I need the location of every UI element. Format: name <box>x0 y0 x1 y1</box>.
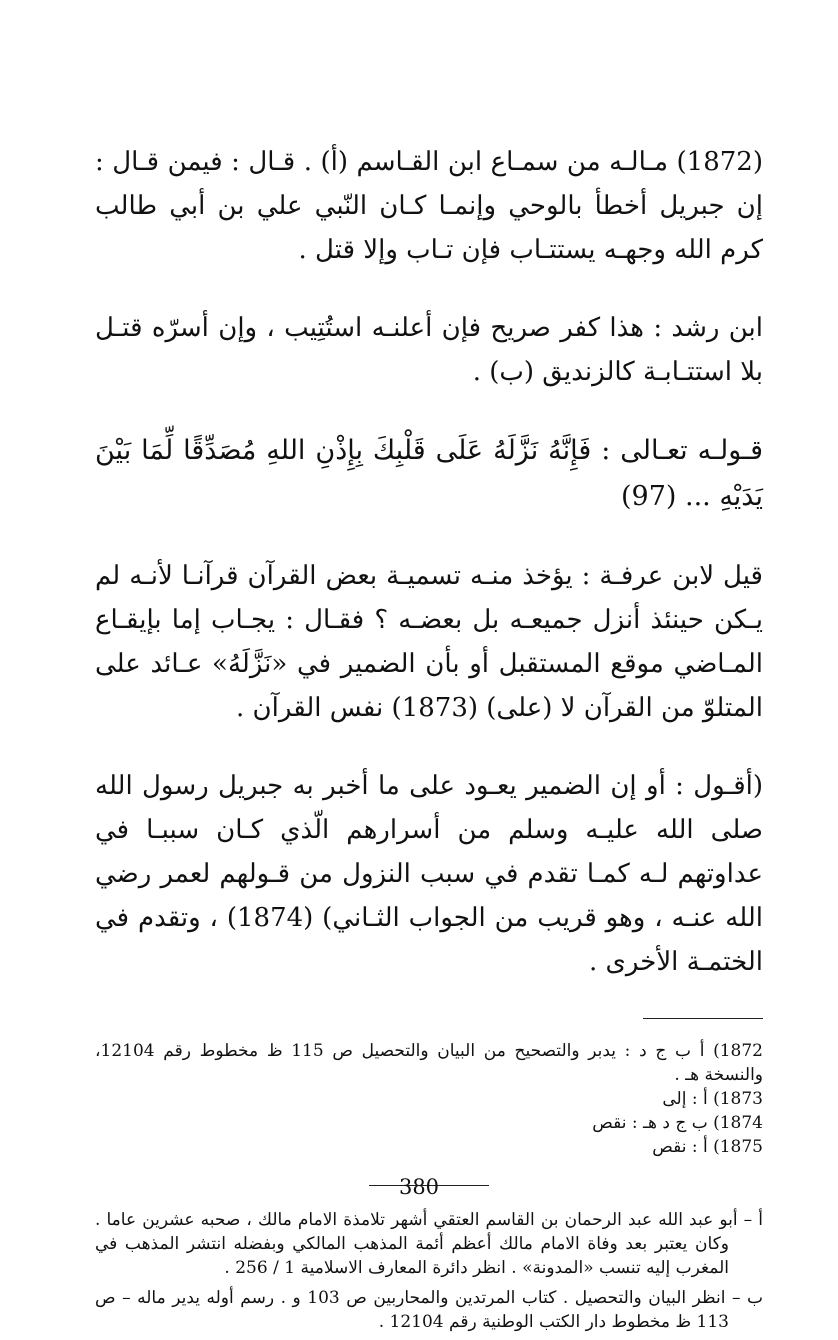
paragraph-1: (1872) مـالـه من سمـاع ابن القـاسم (أ) . قـال : فيمن قـال : إن جبريل أخطأ بالوحي وإنمـا كـان النّبي علي بن أبي طالب كرم الله وجهـه يستتـاب فإن تـاب وإلا قتل . <box>95 147 763 265</box>
quran-verse: قـولـه تعـالى : فَإِنَّهُ نَزَّلَهُ عَلَى قَلْبِكَ بِإِذْنِ اللهِ مُصَدِّقًا لِّمَا بَيْنَ يَدَيْهِ ... (97) <box>95 435 763 512</box>
paragraph-2: ابن رشد : هذا كفر صريح فإن أعلنـه استُتِيب ، وإن أسرّه قتـل بلا استتـابـة كالزنديق (ب) . <box>95 313 763 387</box>
glosses <box>95 1208 763 1334</box>
footnote-divider <box>643 1018 763 1019</box>
paragraph-4: (أقـول : أو إن الضمير يعـود على ما أخبر به جبريل رسول الله صلى الله عليـه وسلم من أسرارهم الّذي كـان سببـا في عداوتهم لـه كمـا تقدم في سبب النزول من قـولهم لعمر رضي الله عنـه ، وهو قريب من الجواب الثـاني) (1874) ، وتقدم في الختمـة الأخرى . <box>95 771 763 977</box>
gloss-b: ب – انظر البيان والتحصيل . كتاب المرتدين والمحاربين ص 103 و . رسم أوله يدير ماله – ص 113 ظ مخطوط دار الكتب الوطنية رقم 12104 . <box>95 1288 763 1332</box>
paragraph-3: قيل لابن عرفـة : يؤخذ منـه تسميـة بعض القرآن قرآنـا لأنـه لم يـكن حينئذ أنزل جميعـه بل بعضـه ؟ فقـال : يجـاب إما بإيقـاع المـاضي موقع المستقبل أو بأن الضمير في «نَزَّلَهُ» عـائد على المتلوّ من القرآن لا (على) (1873) نفس القرآن . <box>95 561 763 723</box>
footnotes <box>95 1039 763 1159</box>
footnote-1872: 1872) أ ب ج د : يدبر والتصحيح من البيان والتحصيل ص 115 ظ مخطوط رقم 12104، والنسخة هـ . <box>95 1041 763 1085</box>
page-body <box>95 140 763 1340</box>
footnote-1873: 1873) أ : إلى <box>662 1089 763 1109</box>
gloss-a: أ – أبو عبد الله عبد الرحمان بن القاسم العتقي أشهر تلامذة الامام مالك ، صحبه عشرين عاما . وكان يعتبر بعد وفاة الامام مالك أعظم أئمة المذهب المالكي وبفضله انتشر المذهب في المغرب إليه تنسب «المدونة» . انظر دائرة المعارف الاسلامية 1 / 256 . <box>95 1210 763 1278</box>
footnote-1874: 1874) ب ج د هـ : نقص <box>592 1113 763 1133</box>
page-number: 380 <box>398 1175 440 1199</box>
footnote-1875: 1875) أ : نقص <box>652 1137 763 1157</box>
